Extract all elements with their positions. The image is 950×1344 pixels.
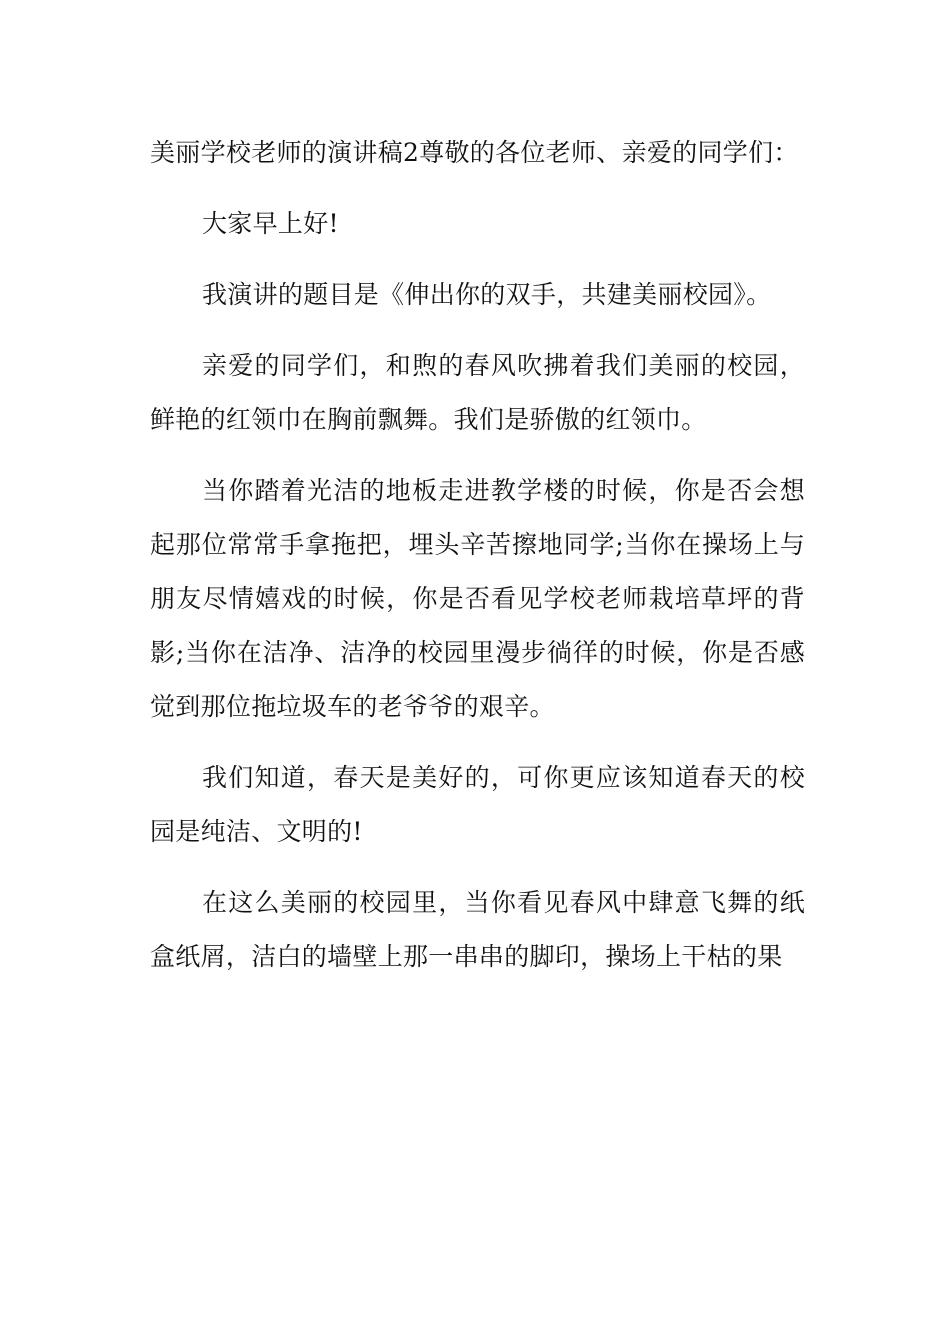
paragraph-spring-breeze: 亲爱的同学们，和煦的春风吹拂着我们美丽的校园，鲜艳的红领巾在胸前飘舞。我们是骄傲的红领巾。	[150, 351, 805, 434]
paragraph-spring-campus: 我们知道，春天是美好的，可你更应该知道春天的校园是纯洁、文明的!	[150, 763, 805, 846]
paragraph-good-morning: 大家早上好!	[202, 209, 339, 238]
speech-body	[150, 126, 805, 984]
paragraph-litter: 在这么美丽的校园里，当你看见春风中肆意飞舞的纸盒纸屑，洁白的墙壁上那一串串的脚印，操场上干枯的果	[150, 888, 805, 971]
paragraph-campus-workers: 当你踏着光洁的地板走进教学楼的时候，你是否会想起那位常常手拿拖把，埋头辛苦擦地同学;当你在操场上与朋友尽情嬉戏的时候，你是否看见学校老师栽培草坪的背影;当你在洁净、洁净的校园里漫步徜徉的时候，你是否感觉到那位拖垃圾车的老爷爷的艰辛。	[150, 476, 805, 721]
speech-title-greeting: 美丽学校老师的演讲稿2尊敬的各位老师、亲爱的同学们：	[150, 138, 799, 167]
paragraph-speech-topic: 我演讲的题目是《伸出你的双手，共建美丽校园》。	[202, 280, 772, 309]
